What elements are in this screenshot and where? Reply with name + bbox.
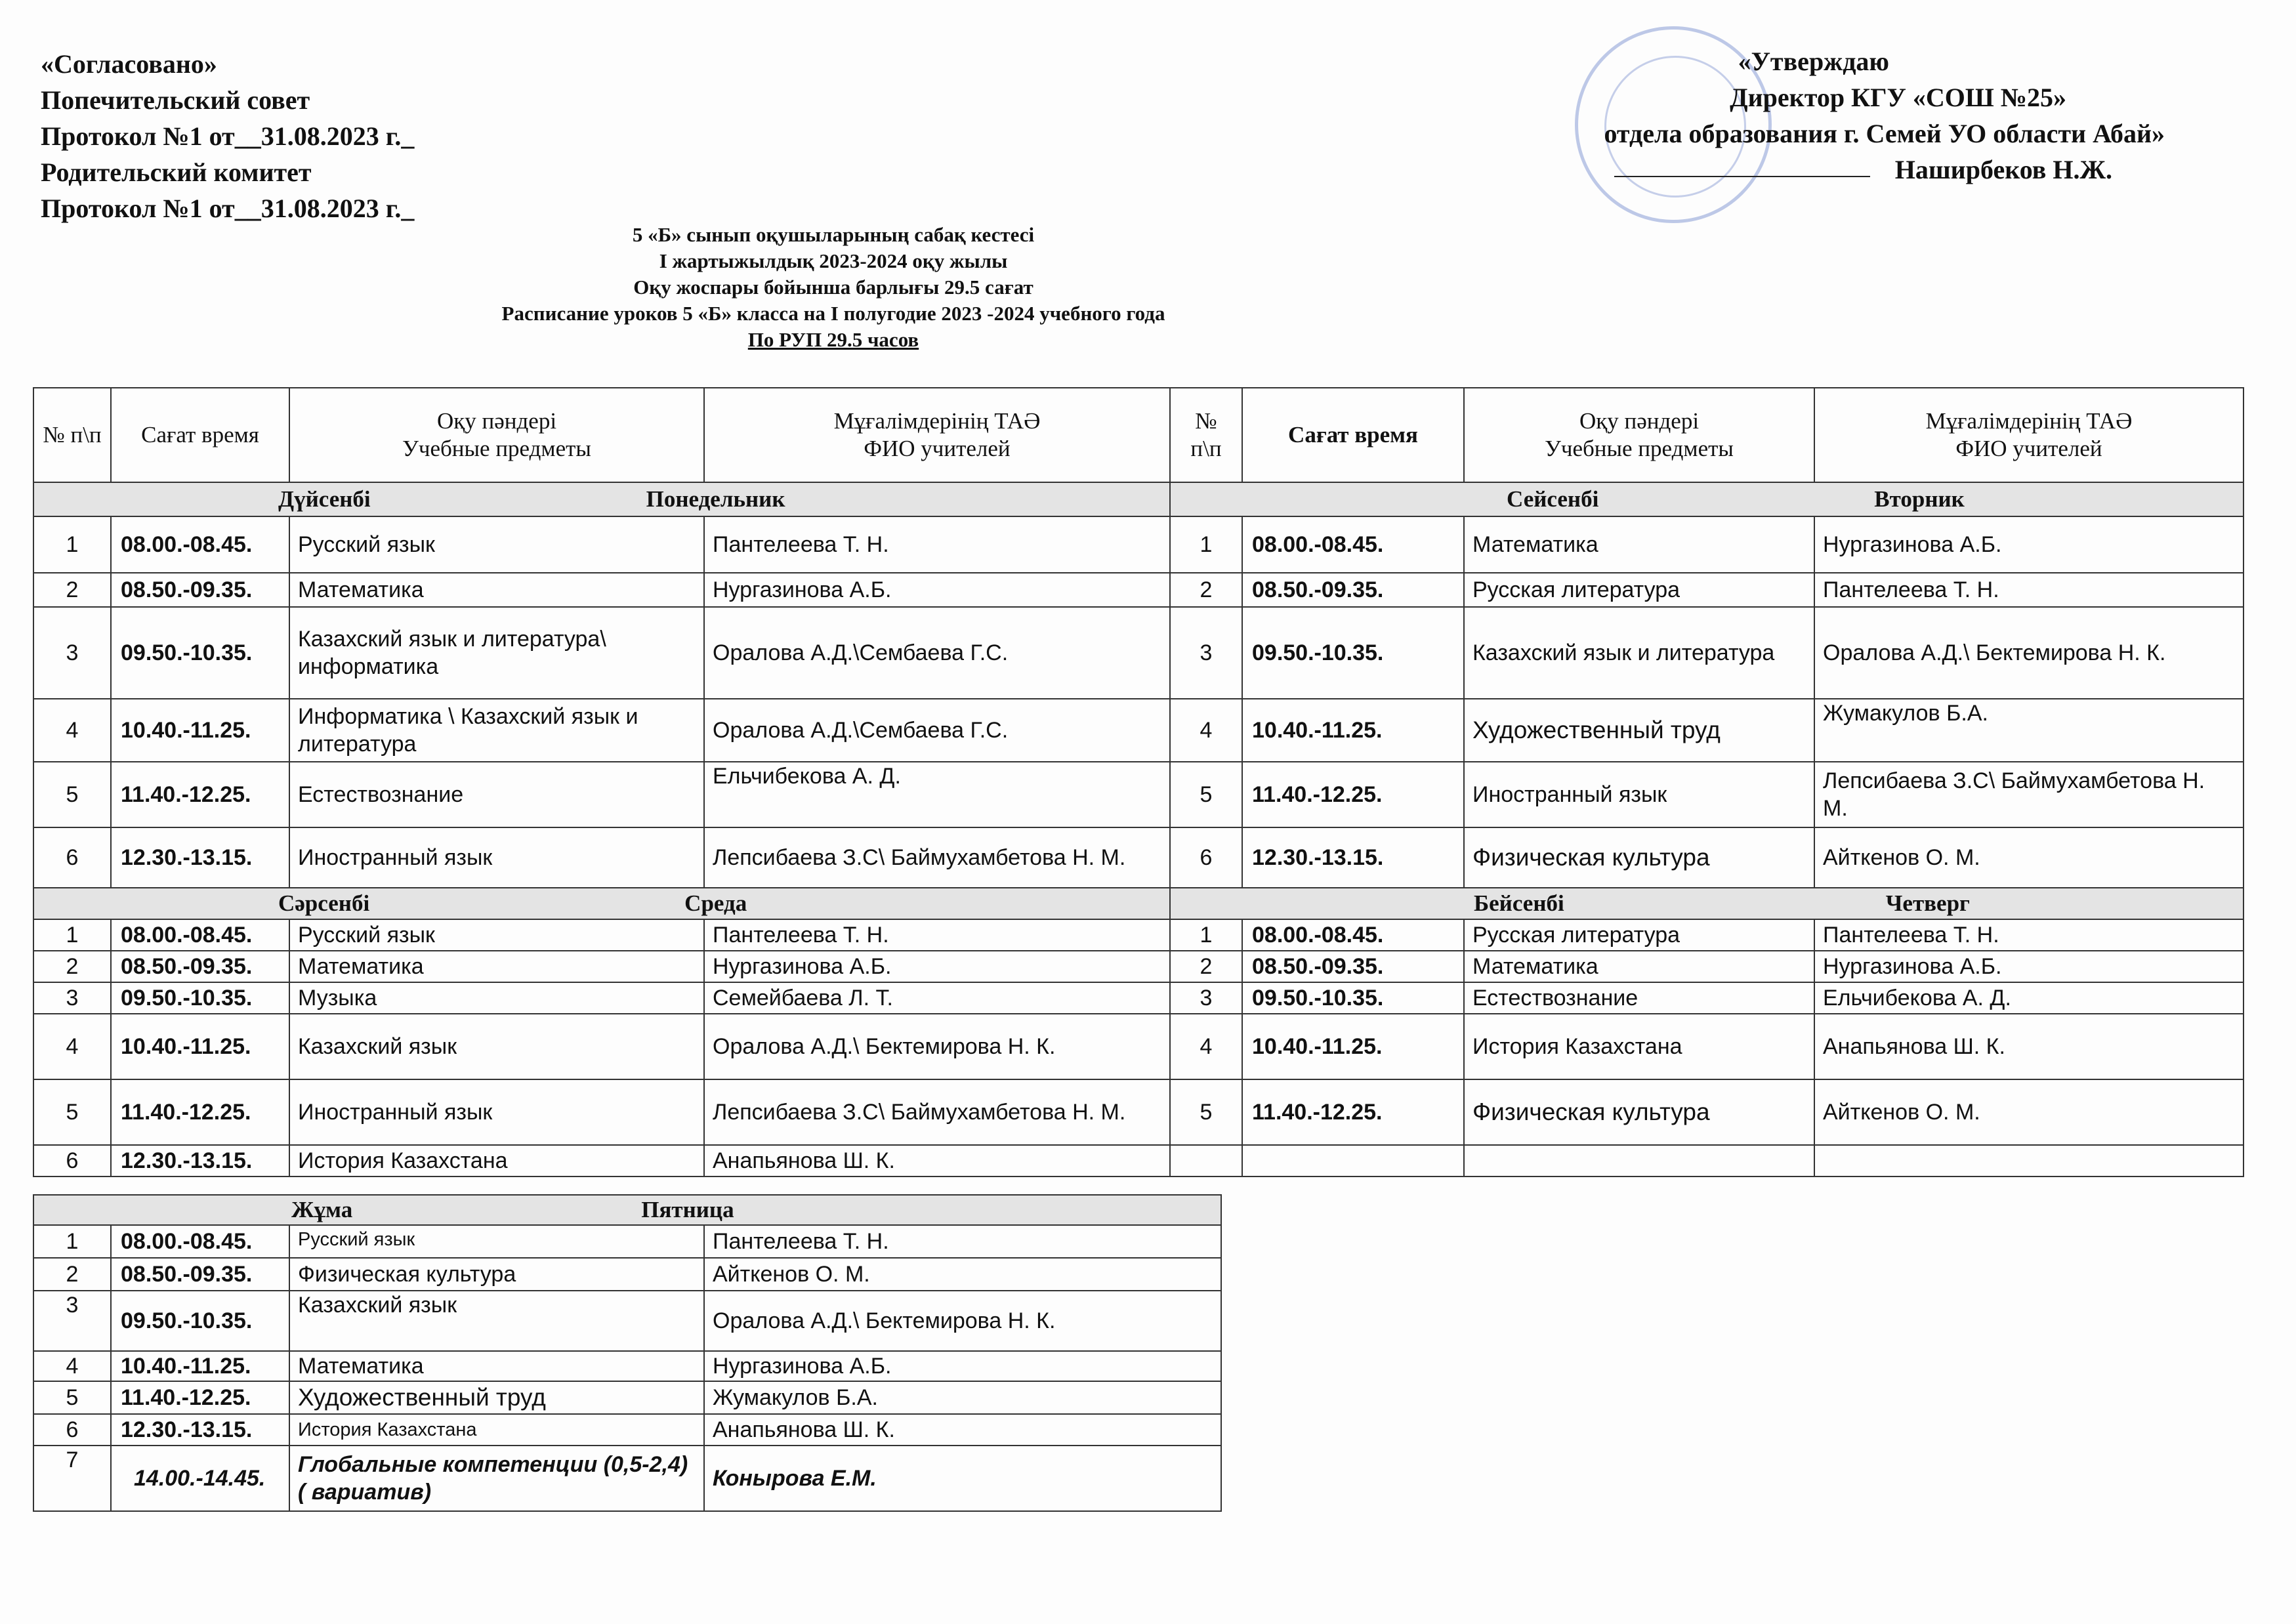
day-row-fri	[33, 1195, 1221, 1225]
col-num-header: № п\п	[33, 388, 111, 482]
table-row	[33, 516, 2244, 573]
lesson-num: 3	[1170, 982, 1242, 1014]
schedule-table-friday	[33, 1194, 1222, 1512]
lesson-time: 11.40.-12.25.	[111, 1381, 289, 1414]
lesson-subject: Казахский язык	[289, 1291, 704, 1351]
lesson-subject: Глобальные компетенции (0,5-2,4) ( вариатив)	[289, 1446, 704, 1511]
title-hours-kz: Оқу жоспары бойынша барлығы 29.5 сағат	[633, 276, 1033, 299]
col-num-header: № п\п	[1170, 388, 1242, 482]
day-row-mon-tue	[33, 482, 2244, 516]
lesson-time: 08.50.-09.35.	[111, 951, 289, 982]
lesson-subject: Физическая культура	[289, 1258, 704, 1291]
board-protocol: Протокол №1 от__31.08.2023 г._	[41, 121, 415, 151]
lesson-num: 5	[1170, 762, 1242, 827]
lesson-teacher: Нургазинова А.Б.	[1814, 951, 2244, 982]
lesson-teacher: Анапьянова Ш. К.	[704, 1145, 1170, 1176]
table-row	[33, 1291, 1221, 1351]
table-row	[33, 1381, 1221, 1414]
lesson-teacher: Анапьянова Ш. К.	[1814, 1014, 2244, 1079]
col-subject-header	[289, 388, 704, 482]
lesson-time: 12.30.-13.15.	[1242, 827, 1464, 888]
lesson-subject: Математика	[1464, 951, 1814, 982]
lesson-time: 11.40.-12.25.	[1242, 762, 1464, 827]
schedule-titles	[0, 222, 1667, 353]
lesson-subject: Естествознание	[1464, 982, 1814, 1014]
day-label-kz: Жұма	[291, 1197, 353, 1222]
lesson-num: 1	[33, 919, 111, 951]
lesson-subject: Художественный труд	[289, 1381, 704, 1414]
lesson-subject: Математика	[289, 951, 704, 982]
lesson-num: 4	[1170, 699, 1242, 762]
lesson-teacher: Оралова А.Д.\ Бектемирова Н. К.	[704, 1014, 1170, 1079]
day-label-ru: Пятница	[641, 1197, 734, 1222]
lesson-time: 10.40.-11.25.	[111, 699, 289, 762]
lesson-num: 4	[33, 699, 111, 762]
lesson-time: 08.00.-08.45.	[111, 919, 289, 951]
lesson-num: 3	[33, 607, 111, 699]
table-row	[33, 1014, 2244, 1079]
table-row	[33, 1079, 2244, 1145]
lesson-num: 3	[33, 1291, 111, 1351]
lesson-subject: Казахский язык и литература\ информатика	[289, 607, 704, 699]
lesson-subject: Русская литература	[1464, 573, 1814, 607]
lesson-teacher: Нургазинова А.Б.	[704, 1351, 1221, 1381]
lesson-teacher: Ельчибекова А. Д.	[1814, 982, 2244, 1014]
lesson-subject: Казахский язык	[289, 1014, 704, 1079]
lesson-subject: Казахский язык и литература	[1464, 607, 1814, 699]
lesson-teacher: Лепсибаева З.С\ Баймухамбетова Н. М.	[704, 827, 1170, 888]
lesson-time: 12.30.-13.15.	[111, 1145, 289, 1176]
lesson-time: 08.50.-09.35.	[111, 1258, 289, 1291]
lesson-subject: Иностранный язык	[289, 827, 704, 888]
table-row	[33, 1414, 1221, 1446]
approval-block-right	[1604, 43, 2230, 188]
subject-header-ru: Учебные предметы	[402, 436, 591, 461]
lesson-num: 6	[1170, 827, 1242, 888]
teacher-header-kz: Мұғалімдерінің ТАӘ	[833, 408, 1041, 434]
lesson-num: 6	[33, 1414, 111, 1446]
lesson-teacher: Нургазинова А.Б.	[704, 573, 1170, 607]
director-label: Директор КГУ «СОШ №25»	[1730, 83, 2066, 112]
lesson-teacher: Нургазинова А.Б.	[704, 951, 1170, 982]
table-row	[33, 699, 2244, 762]
day-thursday	[1170, 888, 2244, 919]
col-time-header: Сағат время	[111, 388, 289, 482]
day-label-kz: Дүйсенбі	[278, 486, 371, 512]
lesson-subject: Художественный труд	[1464, 699, 1814, 762]
lesson-subject: Естествознание	[289, 762, 704, 827]
lesson-teacher: Нургазинова А.Б.	[1814, 516, 2244, 573]
lesson-teacher: Ельчибекова А. Д.	[704, 762, 1170, 827]
lesson-subject: История Казахстана	[289, 1414, 704, 1446]
lesson-teacher: Оралова А.Д.\ Бектемирова Н. К.	[704, 1291, 1221, 1351]
lesson-num: 1	[33, 516, 111, 573]
lesson-time: 11.40.-12.25.	[111, 1079, 289, 1145]
table-row	[33, 607, 2244, 699]
day-label-kz: Бейсенбі	[1474, 890, 1564, 916]
lesson-time: 14.00.-14.45.	[111, 1446, 289, 1511]
lesson-subject: Русская литература	[1464, 919, 1814, 951]
lesson-time: 09.50.-10.35.	[1242, 982, 1464, 1014]
lesson-teacher: Пантелеева Т. Н.	[704, 919, 1170, 951]
lesson-num: 1	[1170, 919, 1242, 951]
table-row	[33, 573, 2244, 607]
lesson-subject: История Казахстана	[1464, 1014, 1814, 1079]
col-teacher-header	[1814, 388, 2244, 482]
day-wednesday	[33, 888, 1170, 919]
lesson-num: 5	[33, 1079, 111, 1145]
lesson-num: 5	[33, 762, 111, 827]
lesson-teacher: Пантелеева Т. Н.	[704, 516, 1170, 573]
lesson-subject: Музыка	[289, 982, 704, 1014]
lesson-time: 10.40.-11.25.	[111, 1351, 289, 1381]
lesson-teacher: Семейбаева Л. Т.	[704, 982, 1170, 1014]
table-row	[33, 827, 2244, 888]
lesson-teacher: Пантелеева Т. Н.	[704, 1225, 1221, 1258]
lesson-time: 08.00.-08.45.	[111, 1225, 289, 1258]
day-monday	[33, 482, 1170, 516]
lesson-num: 2	[1170, 951, 1242, 982]
lesson-time: 08.50.-09.35.	[111, 573, 289, 607]
day-label-kz: Сәрсенбі	[278, 890, 370, 916]
empty-cell	[1814, 1145, 2244, 1176]
lesson-num: 3	[1170, 607, 1242, 699]
table-row	[33, 951, 2244, 982]
lesson-subject: Русский язык	[289, 516, 704, 573]
department-label: отдела образования г. Семей УО области Абай»	[1604, 119, 2165, 148]
approve-label: «Утверждаю	[1738, 47, 1889, 76]
lesson-num: 2	[33, 573, 111, 607]
lesson-num: 4	[1170, 1014, 1242, 1079]
lesson-num: 6	[33, 827, 111, 888]
lesson-num: 6	[33, 1145, 111, 1176]
lesson-subject: Физическая культура	[1464, 827, 1814, 888]
subject-header-kz: Оқу пәндері	[1579, 408, 1700, 434]
lesson-time: 10.40.-11.25.	[111, 1014, 289, 1079]
lesson-num: 1	[33, 1225, 111, 1258]
table-row	[33, 1351, 1221, 1381]
lesson-num: 2	[33, 951, 111, 982]
director-name: Наширбеков Н.Ж.	[1894, 155, 2112, 184]
lesson-time: 12.30.-13.15.	[111, 1414, 289, 1446]
lesson-teacher: Жумакулов Б.А.	[1814, 699, 2244, 762]
table-row	[33, 1225, 1221, 1258]
lesson-teacher: Лепсибаева З.С\ Баймухамбетова Н. М.	[704, 1079, 1170, 1145]
lesson-num: 1	[1170, 516, 1242, 573]
lesson-time: 08.00.-08.45.	[1242, 919, 1464, 951]
lesson-num: 4	[33, 1014, 111, 1079]
lesson-subject: Математика	[289, 573, 704, 607]
teacher-header-ru: ФИО учителей	[864, 436, 1011, 461]
day-label-kz: Сейсенбі	[1507, 486, 1599, 512]
lesson-num: 7	[33, 1446, 111, 1511]
lesson-teacher: Айткенов О. М.	[1814, 1079, 2244, 1145]
lesson-time: 10.40.-11.25.	[1242, 699, 1464, 762]
lesson-num: 4	[33, 1351, 111, 1381]
lesson-teacher: Анапьянова Ш. К.	[704, 1414, 1221, 1446]
agreed-label: «Согласовано»	[41, 49, 217, 79]
lesson-subject: Математика	[1464, 516, 1814, 573]
subject-header-kz: Оқу пәндері	[436, 408, 557, 434]
parent-committee-label: Родительский комитет	[41, 157, 312, 187]
lesson-subject: Иностранный язык	[1464, 762, 1814, 827]
lesson-subject: Русский язык	[289, 919, 704, 951]
day-tuesday	[1170, 482, 2244, 516]
lesson-teacher: Пантелеева Т. Н.	[1814, 573, 2244, 607]
lesson-time: 09.50.-10.35.	[111, 1291, 289, 1351]
empty-cell	[1170, 1145, 1242, 1176]
lesson-num: 2	[33, 1258, 111, 1291]
schedule-table-main	[33, 387, 2244, 1177]
parent-committee-protocol: Протокол №1 от__31.08.2023 г._	[41, 194, 415, 223]
lesson-teacher: Пантелеева Т. Н.	[1814, 919, 2244, 951]
lesson-teacher: Жумакулов Б.А.	[704, 1381, 1221, 1414]
lesson-num: 5	[1170, 1079, 1242, 1145]
table-row	[33, 1258, 1221, 1291]
table-row	[33, 982, 2244, 1014]
table-header-row	[33, 388, 2244, 482]
empty-cell	[1464, 1145, 1814, 1176]
day-label-ru: Вторник	[1874, 486, 1965, 512]
title-semester-kz: I жартыжылдық 2023-2024 оқу жылы	[659, 249, 1008, 272]
subject-header-ru: Учебные предметы	[1545, 436, 1734, 461]
lesson-subject: Иностранный язык	[289, 1079, 704, 1145]
lesson-time: 08.50.-09.35.	[1242, 951, 1464, 982]
lesson-subject: История Казахстана	[289, 1145, 704, 1176]
lesson-time: 09.50.-10.35.	[111, 607, 289, 699]
lesson-subject: Физическая культура	[1464, 1079, 1814, 1145]
title-kz: 5 «Б» сынып оқушыларының сабақ кестесі	[632, 223, 1035, 246]
lesson-time: 08.00.-08.45.	[1242, 516, 1464, 573]
lesson-time: 08.50.-09.35.	[1242, 573, 1464, 607]
lesson-time: 12.30.-13.15.	[111, 827, 289, 888]
col-time-header: Сағат время	[1242, 388, 1464, 482]
table-row	[33, 1446, 1221, 1511]
day-label-ru: Четверг	[1885, 890, 1970, 916]
day-label-ru: Среда	[684, 890, 747, 916]
lesson-subject: Информатика \ Казахский язык и литература	[289, 699, 704, 762]
lesson-time: 09.50.-10.35.	[111, 982, 289, 1014]
approval-block-left	[41, 46, 414, 226]
lesson-time: 09.50.-10.35.	[1242, 607, 1464, 699]
lesson-num: 3	[33, 982, 111, 1014]
day-label-ru: Понедельник	[646, 486, 785, 512]
lesson-num: 5	[33, 1381, 111, 1414]
lesson-teacher: Оралова А.Д.\Сембаева Г.С.	[704, 607, 1170, 699]
lesson-subject: Русский язык	[289, 1225, 704, 1258]
col-teacher-header	[704, 388, 1170, 482]
table-row	[33, 762, 2244, 827]
title-ru: Расписание уроков 5 «Б» класса на I полугодие 2023 -2024 учебного года	[501, 302, 1165, 325]
title-hours-ru: По РУП 29.5 часов	[747, 328, 919, 351]
table-row	[33, 1145, 2244, 1176]
day-friday	[33, 1195, 1221, 1225]
lesson-time: 11.40.-12.25.	[1242, 1079, 1464, 1145]
lesson-teacher: Оралова А.Д.\Сембаева Г.С.	[704, 699, 1170, 762]
lesson-time: 08.00.-08.45.	[111, 516, 289, 573]
lesson-time: 10.40.-11.25.	[1242, 1014, 1464, 1079]
board-label: Попечительский совет	[41, 85, 310, 115]
lesson-teacher: Оралова А.Д.\ Бектемирова Н. К.	[1814, 607, 2244, 699]
lesson-teacher: Конырова Е.М.	[704, 1446, 1221, 1511]
col-subject-header	[1464, 388, 1814, 482]
lesson-teacher: Айткенов О. М.	[704, 1258, 1221, 1291]
teacher-header-kz: Мұғалімдерінің ТАӘ	[1925, 408, 2133, 434]
empty-cell	[1242, 1145, 1464, 1176]
lesson-num: 2	[1170, 573, 1242, 607]
table-row	[33, 919, 2244, 951]
lesson-subject: Математика	[289, 1351, 704, 1381]
day-row-wed-thu	[33, 888, 2244, 919]
lesson-teacher: Айткенов О. М.	[1814, 827, 2244, 888]
lesson-teacher: Лепсибаева З.С\ Баймухамбетова Н. М.	[1814, 762, 2244, 827]
lesson-time: 11.40.-12.25.	[111, 762, 289, 827]
teacher-header-ru: ФИО учителей	[1955, 436, 2102, 461]
